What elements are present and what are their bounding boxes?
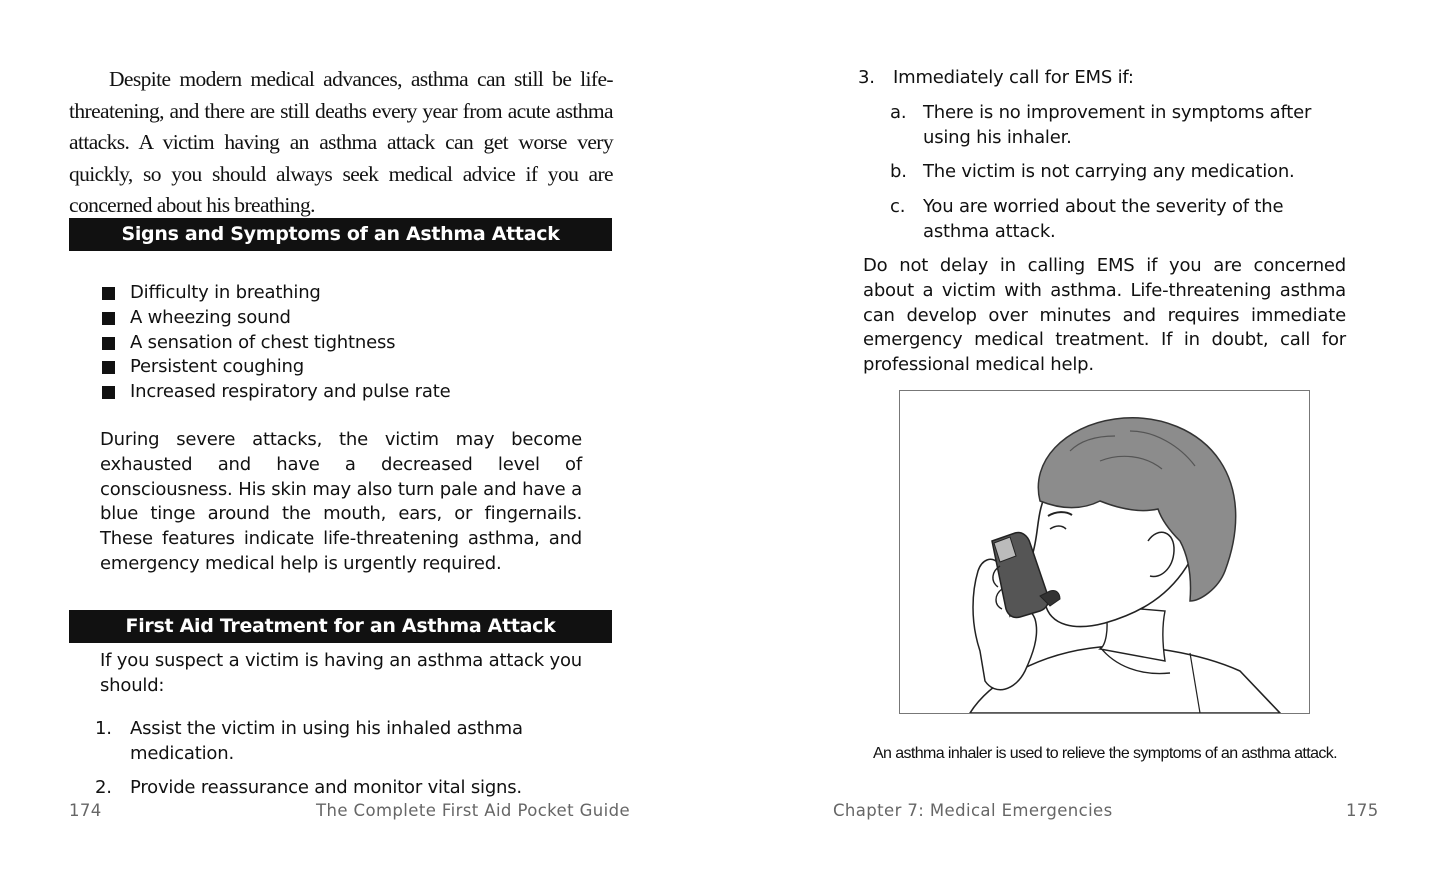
running-title-right: Chapter 7: Medical Emergencies (833, 801, 1113, 820)
severe-attack-paragraph: During severe attacks, the victim may become exhausted and have a decreased level of consciousness. His skin may also turn pale and have a blue tinge around the mouth, ears, or fingernails. These features indicate life-threatening asthma, and emergency medical help is urgently required. (100, 429, 582, 574)
treatment-heading: First Aid Treatment for an Asthma Attack (69, 610, 612, 643)
list-item: 3. Immediately call for EMS if: a. There is no improvement in symptoms after using his inhaler. b. The victim is not carrying any medication. c. You are worried about the severity of the asthma attack. (858, 66, 1348, 245)
list-item: a. There is no improvement in symptoms after using his inhaler. (890, 101, 1312, 148)
running-title-left: The Complete First Aid Pocket Guide (316, 801, 631, 820)
list-item: Increased respiratory and pulse rate (100, 380, 600, 405)
list-item: b. The victim is not carrying any medication. (890, 161, 1295, 183)
list-item: Difficulty in breathing (100, 281, 600, 306)
list-item: 1. Assist the victim in using his inhaled asthma medication. (95, 718, 523, 764)
bullet-square-icon (102, 337, 115, 350)
list-item: 2. Provide reassurance and monitor vital signs. (95, 776, 522, 798)
treatment-intro: If you suspect a victim is having an asthma attack you should: (100, 650, 582, 696)
ems-conditions (890, 101, 1348, 245)
list-item: c. You are worried about the severity of the asthma attack. (890, 196, 1284, 242)
bullet-square-icon (102, 361, 115, 374)
list-item: Persistent coughing (100, 355, 600, 380)
inhaler-illustration (899, 390, 1310, 714)
bullet-square-icon (102, 312, 115, 325)
list-item: A sensation of chest tightness (100, 331, 600, 356)
figure-caption: An asthma inhaler is used to relieve the symptoms of an asthma attack. (872, 745, 1338, 762)
bullet-square-icon (102, 287, 115, 300)
symptoms-list (100, 281, 600, 405)
delay-paragraph: Do not delay in calling EMS if you are concerned about a victim with asthma. Life-threatening asthma can develop over minutes and requires immediate emergency medical treatment. If in doubt, call for professional medical help. (863, 255, 1346, 376)
bullet-square-icon (102, 386, 115, 399)
left-page (0, 0, 720, 882)
list-item: A wheezing sound (100, 306, 600, 331)
page-number-left: 174 (69, 801, 102, 820)
intro-paragraph: Despite modern medical advances, asthma can still be life-threatening, and there are still deaths every year from acute asthma attacks. A victim having an asthma attack can get worse very quickly, so you should always seek medical advice if you are concerned about his breathing. (69, 67, 613, 217)
boy-using-inhaler-image (900, 391, 1309, 713)
ems-steps (858, 66, 1348, 255)
page-number-right: 175 (1346, 801, 1379, 820)
signs-heading: Signs and Symptoms of an Asthma Attack (69, 218, 612, 251)
treatment-steps (95, 717, 595, 809)
